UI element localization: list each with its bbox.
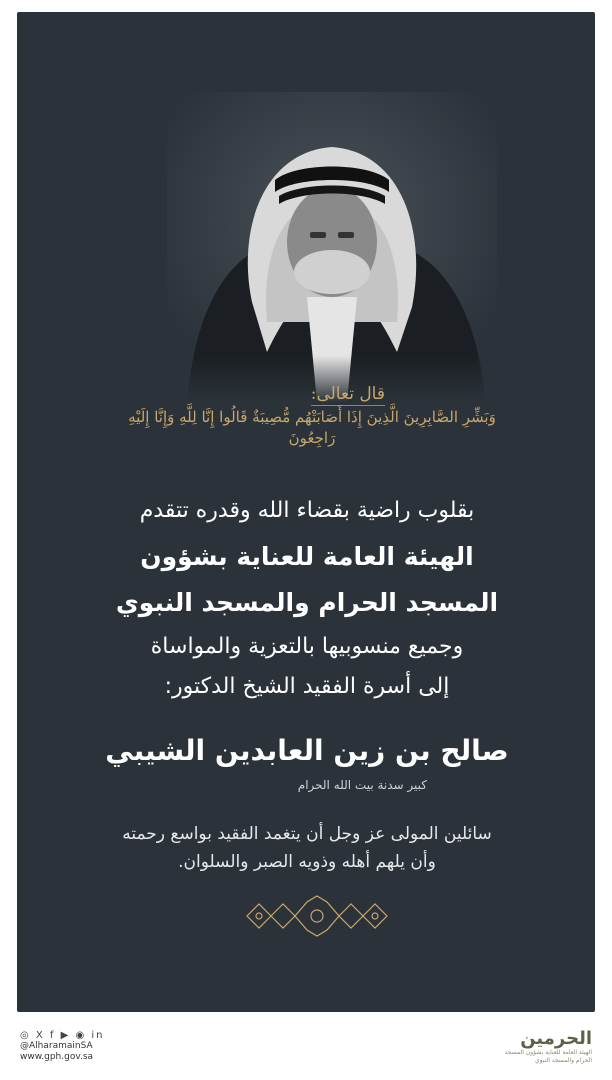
- brand-logo: الحرمين: [520, 1028, 592, 1049]
- prayer-line-2: وأن يلهم أهله وذويه الصبر والسلوان.: [178, 852, 436, 872]
- body-line-5: إلى أسرة الفقيد الشيخ الدكتور:: [164, 674, 450, 699]
- body-line-3: المسجد الحرام والمسجد النبوي: [115, 588, 499, 617]
- social-icons[interactable]: ◎ X f ▶ ◉ in: [20, 1030, 105, 1041]
- social-handle[interactable]: @AlharamainSA: [20, 1041, 93, 1051]
- portrait-illustration: [167, 92, 497, 402]
- islamic-ornament: [237, 892, 397, 940]
- prayer-line-1: سائلين المولى عز وجل أن يتغمد الفقيد بواسع رحمته: [122, 824, 492, 844]
- deceased-name: صالح بن زين العابدين الشيبي: [105, 734, 509, 767]
- verse-intro: قال تعالى:: [310, 384, 385, 404]
- body-line-4: وجميع منسوبيها بالتعزية والمواساة: [150, 634, 464, 659]
- website-link[interactable]: www.gph.gov.sa: [20, 1052, 94, 1062]
- condolence-card: [17, 12, 595, 1012]
- deceased-title: كبير سدنة بيت الله الحرام: [297, 778, 427, 792]
- body-line-1: بقلوب راضية بقضاء الله وقدره تتقدم: [139, 498, 475, 523]
- portrait-photo: [167, 92, 497, 402]
- footer-brand: [492, 1028, 592, 1065]
- brand-subtitle: الهيئة العامة للعناية بشؤون المسجد الحرام والمسجد النبوي: [504, 1049, 592, 1064]
- quran-verse: وَبَشِّرِ الصَّابِرِينَ الَّذِينَ إِذَا أَصَابَتْهُم مُّصِيبَةٌ قَالُوا إِنَّا لِلَّهِ وَإِنَّا إِلَيْهِ رَاجِعُونَ: [128, 408, 496, 447]
- body-line-2: الهيئة العامة للعناية بشؤون: [140, 542, 474, 571]
- footer-social: [20, 1030, 105, 1063]
